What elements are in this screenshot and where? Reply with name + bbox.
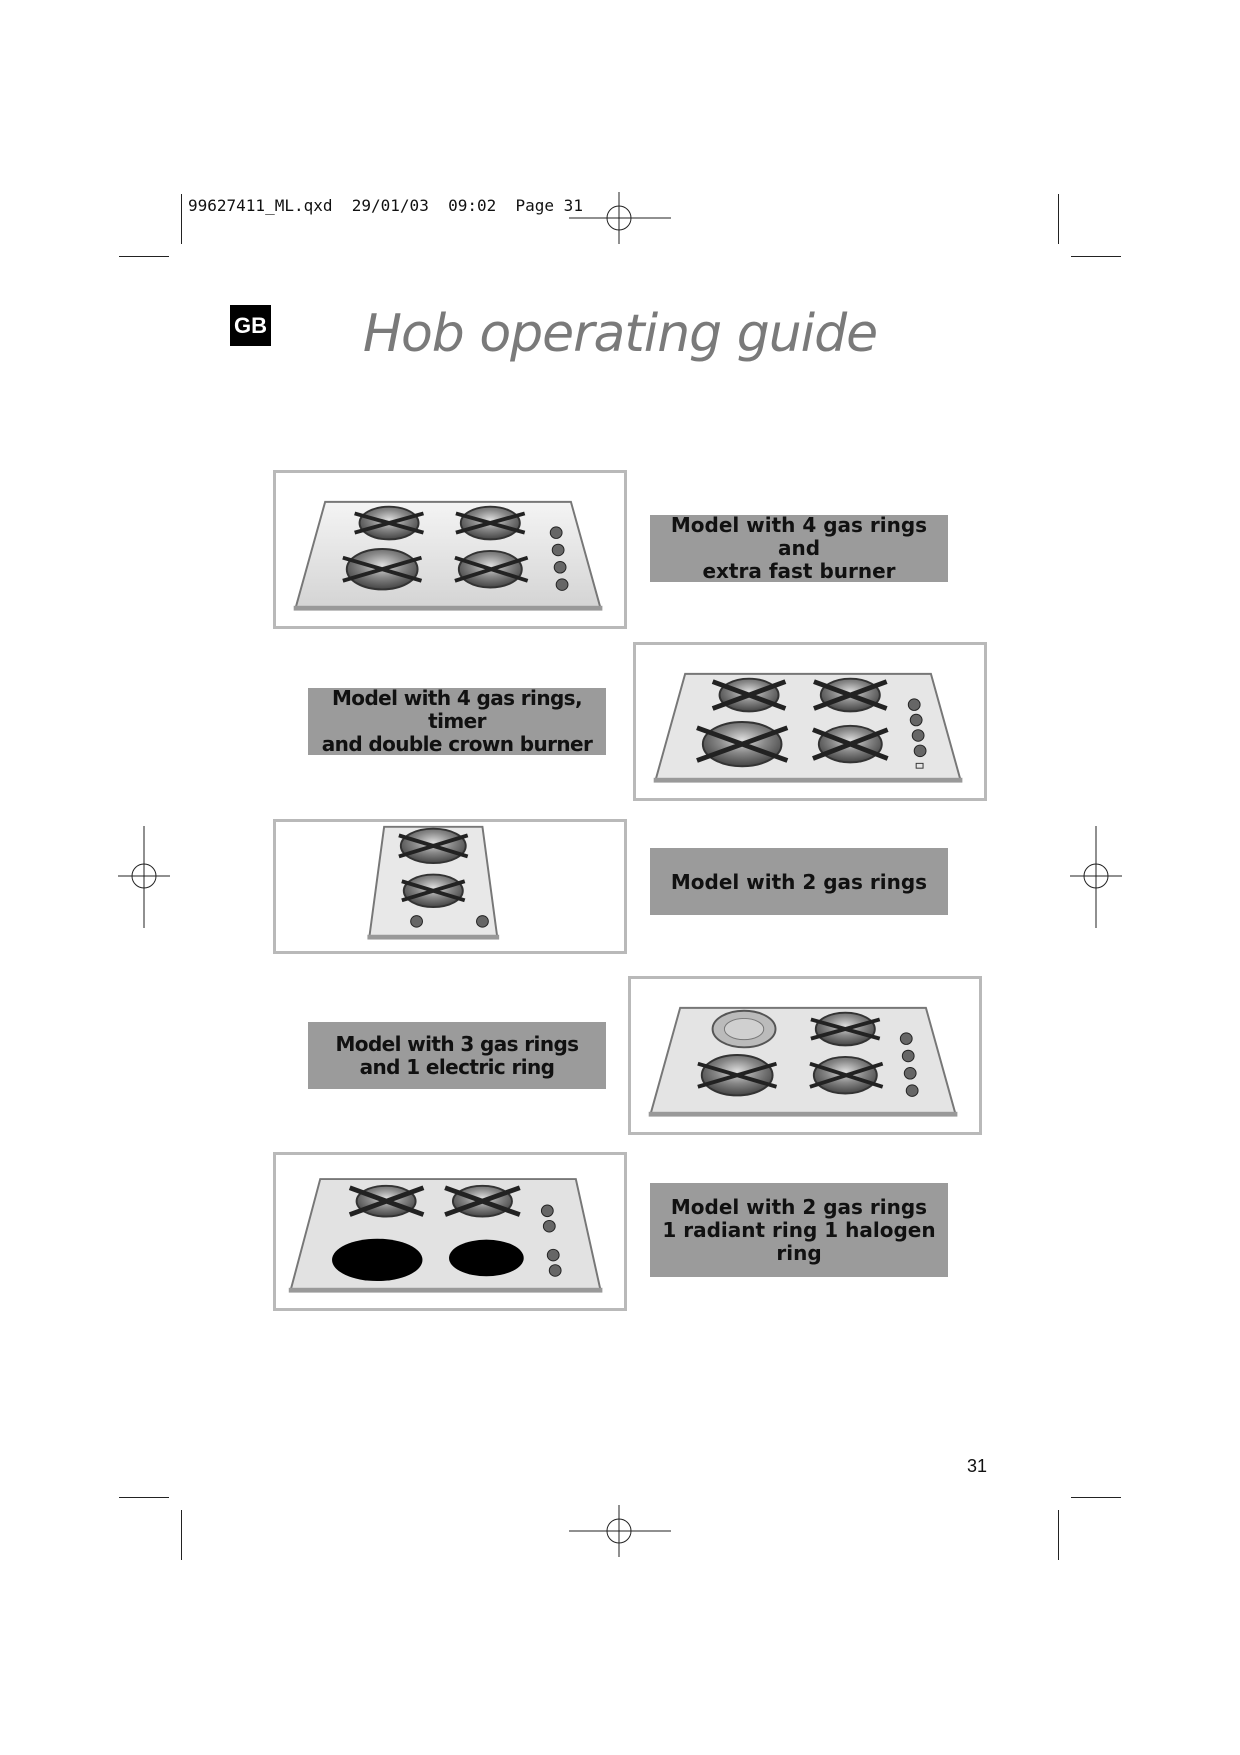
crop-mark (119, 256, 169, 257)
crop-mark (1058, 194, 1059, 244)
model-label: Model with 4 gas rings, timer and double crown burner (308, 688, 606, 755)
model-label: Model with 4 gas rings and extra fast burner (650, 515, 948, 582)
language-badge: GB (230, 305, 271, 346)
crop-mark (181, 194, 182, 244)
crop-mark (119, 1497, 169, 1498)
registration-mark-right (1070, 826, 1122, 928)
model-label: Model with 2 gas rings 1 radiant ring 1 halogen ring (650, 1183, 948, 1277)
registration-mark-top (569, 192, 671, 244)
hob-image-2-gas-rings (273, 819, 627, 954)
hob-image-4-gas-rings-double-crown (633, 642, 987, 801)
crop-mark (1071, 1497, 1121, 1498)
crop-mark (1058, 1510, 1059, 1560)
hob-image-3-gas-1-electric (628, 976, 982, 1135)
registration-mark-left (118, 826, 170, 928)
registration-mark-bottom (569, 1505, 671, 1557)
hob-image-2-gas-radiant-halogen (273, 1152, 627, 1311)
model-label: Model with 3 gas rings and 1 electric ring (308, 1022, 606, 1089)
hob-image-4-gas-rings (273, 470, 627, 629)
model-label: Model with 2 gas rings (650, 848, 948, 915)
crop-mark (1071, 256, 1121, 257)
print-slug: 99627411_ML.qxd 29/01/03 09:02 Page 31 (188, 196, 583, 215)
crop-mark (181, 1510, 182, 1560)
page-title: Hob operating guide (362, 304, 878, 364)
page-number: 31 (967, 1456, 988, 1476)
